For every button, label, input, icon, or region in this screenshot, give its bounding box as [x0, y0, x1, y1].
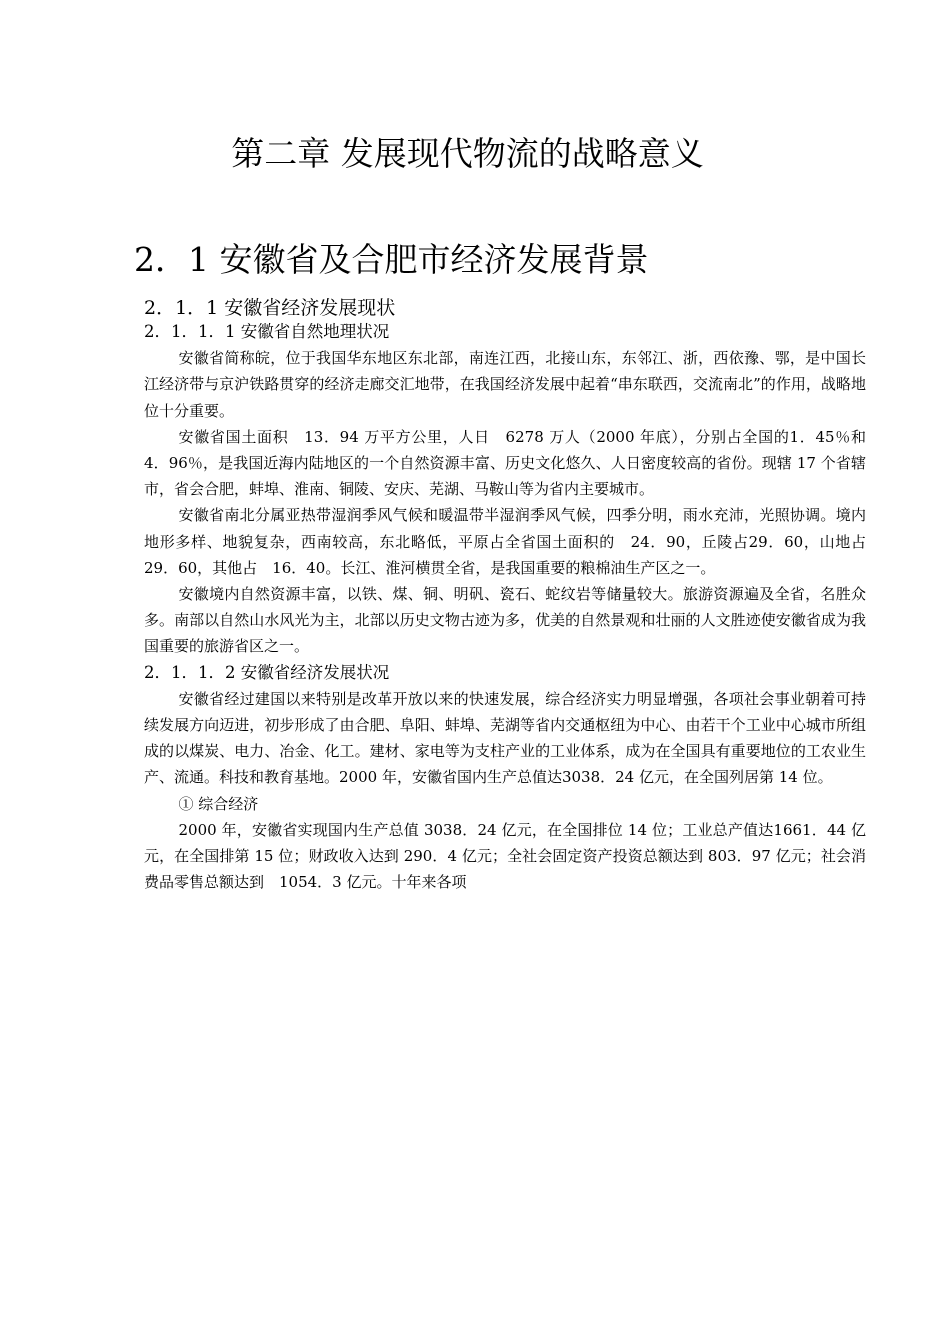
heading-economic-development: 2．1．1．2 安徽省经济发展状况: [144, 662, 390, 682]
paragraph: 2000 年，安徽省实现国内生产总值 3038．24 亿元，在全国排位 14 位；工业总产值达1661．44 亿元，在全国排第 15 位；财政收入达到 290．4 亿元；全社会固定资产投资总额达到 803．97 亿元；社会消费品零售总额达到 1054．3 亿元。十年来各项: [144, 820, 866, 892]
paragraph: 安徽省国土面积 13．94 万平方公里，人日 6278 万人（2000 年底），分别占全国的1．45％和 4．96％，是我国近海内陆地区的一个自然资源丰富、历史文化悠久、人日密度较高的省份。现辖 17 个省辖市，省会合肥，蚌埠、淮南、铜陵、安庆、芜湖、马鞍山等为省内主要城市。: [144, 427, 882, 499]
list-item-label: ① 综合经济: [178, 794, 259, 813]
chapter-title: 第二章 发展现代物流的战略意义: [231, 134, 704, 173]
paragraph: 安徽省南北分属亚热带湿润季风气候和暖温带半湿润季风气候，四季分明，雨水充沛，光照协调。境内地形多样、地貌复杂，西南较高，东北略低，平原占全省国土面积的 24．90，丘陵占29．60，山地占 29．60，其他占 16．40。长江、淮河横贯全省，是我国重要的粮棉油生产区之一。: [144, 506, 882, 577]
paragraph: 安徽境内自然资源丰富，以铁、煤、铜、明矾、瓷石、蛇纹岩等储量较大。旅游资源遍及全省，名胜众多。南部以自然山水风光为主，北部以历史文物古迹为多，优美的自然景观和壮丽的人文胜迹使安徽省成为我国重要的旅游省区之一。: [144, 585, 866, 656]
paragraph: 安徽省简称皖，位于我国华东地区东北部，南连江西，北接山东，东邻江、浙，西依豫、鄂，是中国长江经济带与京沪铁路贯穿的经济走廊交汇地带，在我国经济发展中起着“串东联西，交流南北”的作用，战略地位十分重要。: [144, 349, 866, 420]
document-body: [144, 319, 882, 895]
paragraph: 安徽省经过建国以来特别是改革开放以来的快速发展，综合经济实力明显增强，各项社会事业朝着可持续发展方向迈进，初步形成了由合肥、阜阳、蚌埠、芜湖等省内交通枢纽为中心、由若干个工业中心城市所组成的以煤炭、电力、冶金、化工。建材、家电等为支柱产业的工业体系，成为在全国具有重要地位的工农业生产、流通。科技和教育基地。2000 年，安徽省国内生产总值达3038．24 亿元，在全国列居第 14 位。: [144, 689, 866, 787]
heading-natural-geography: 2．1．1．1 安徽省自然地理状况: [144, 322, 390, 341]
subsection-title: 2．1．1 安徽省经济发展现状: [144, 297, 396, 319]
section-title: 2．1 安徽省及合肥市经济发展背景: [134, 240, 649, 279]
